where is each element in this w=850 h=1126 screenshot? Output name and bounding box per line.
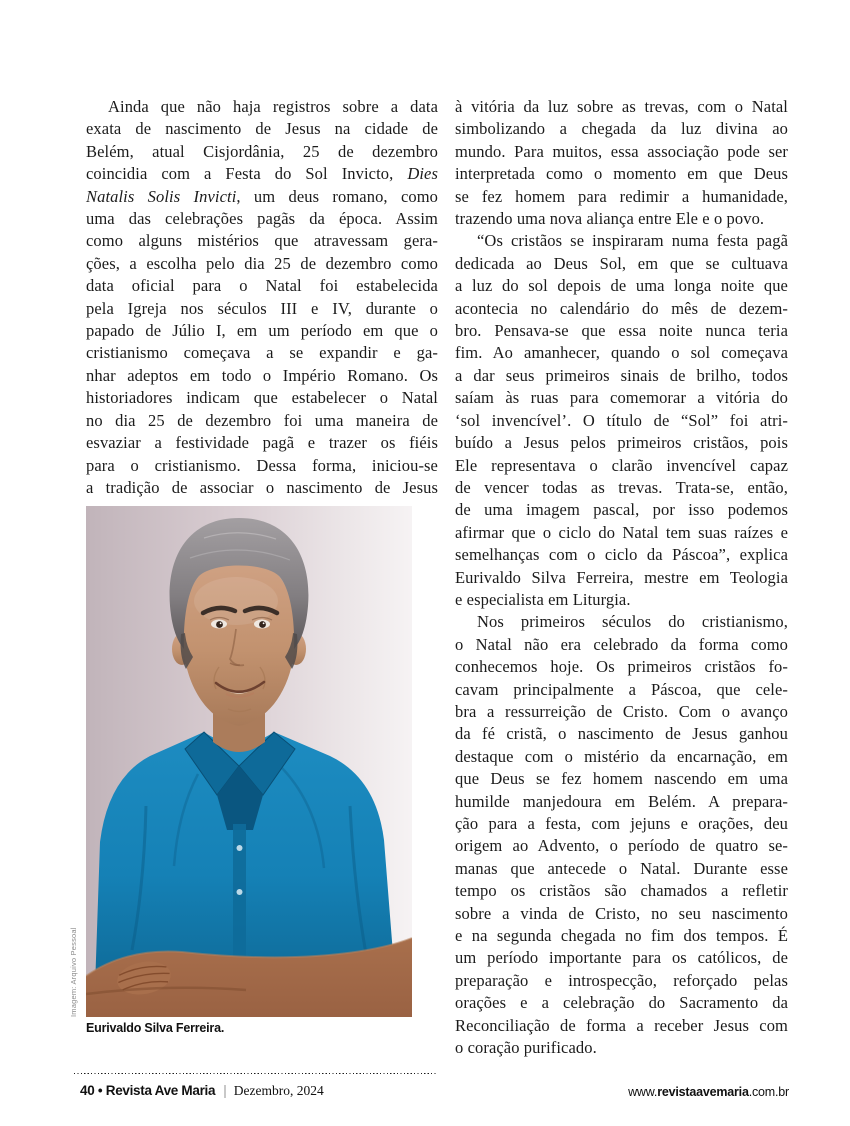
text-line: a luz do sol depois de uma longa noite que [455,276,788,296]
footer-dotted-rule [74,1073,437,1074]
text-line: de vencer todas as trevas. Trata-se, então, [455,477,788,497]
text-line: de uma imagem pascal, por isso podemos [455,500,788,520]
text-line: “Os cristãos se inspiraram numa festa pagã [477,231,788,251]
text-line: nhar adeptos em todo o Império Romano. Os [86,365,438,385]
text-line: destaque com o mistério da encarnação, em [455,746,788,766]
text-line: Belém, atual Cisjordânia, 25 de dezembro [86,141,438,161]
text-line: afirmar que o ciclo do Natal tem suas raízes e [455,522,788,542]
text-line: ções, a escolha pelo dia 25 de dezembro como [86,253,438,273]
text-line: preparação e introspecção, reforçado pelas [455,970,788,990]
text-line: Reconciliação de forma a receber Jesus com [455,1015,788,1035]
text-line: exata de nascimento de Jesus na cidade de [86,119,438,139]
page-number-and-magazine-name: 40 • Revista Ave Maria [80,1083,216,1098]
text-line: interpretada como o momento em que Deus [455,164,788,184]
issue-date: Dezembro, 2024 [233,1083,324,1098]
text-line: no dia 25 de dezembro foi uma maneira de [86,410,438,430]
shirt-button [237,845,243,851]
text-line: Eurivaldo Silva Ferreira, mestre em Teologia [455,567,788,587]
text-line: sobre a vinda de Cristo, no seu nascimento [455,903,788,923]
text-line: bra a ressurreição de Cristo. Com o avanço [455,701,788,721]
footer-left [80,1083,324,1099]
text-line: origem ao Advento, o período de quatro se- [455,836,788,856]
shirt-button [237,889,243,895]
website-url [628,1085,789,1099]
photo-caption: Eurivaldo Silva Ferreira. [86,1021,225,1035]
text-line: conhecemos hoje. Os primeiros cristãos fo- [455,657,788,677]
column-right [455,96,788,1059]
text-line: da fé cristã, o nascimento de Jesus ganhou [455,724,788,744]
text-line: Ele representava o clarão invencível capaz [455,455,788,475]
text-line: pela Igreja nos séculos III e IV, durante o [86,298,438,318]
text-line: saíam às ruas para comemorar a vitória do [455,388,788,408]
text-line: para o cristianismo. Dessa forma, iniciou-se [86,455,438,475]
text-line: trazendo uma nova aliança entre Ele e o povo. [455,209,765,229]
text-line: orações e a celebração do Sacramento da [455,993,788,1013]
text-line: e na segunda chegada no fim dos tempos. É [455,926,788,946]
portrait-illustration [86,506,412,1017]
photo-credit: Imagem: Arquivo Pessoal [69,927,78,1017]
website-prefix: www. [628,1085,658,1099]
text-line: coincidia com a Festa do Sol Invicto, Dies [86,164,438,184]
text-line: à vitória da luz sobre as trevas, com o Natal [455,97,788,116]
website-domain: revistaavemaria [657,1085,749,1099]
text-line: ‘sol invencível’. O título de “Sol” foi atri- [455,410,788,430]
text-line: cristianismo começava a se expandir e ga- [86,343,438,363]
text-line: bro. Pensava-se que essa noite nunca teria [455,321,788,341]
text-line: tempo os cristãos são chamados a refletir [455,881,788,901]
text-line: a tradição de associar o nascimento de Jesus [86,477,438,497]
text-line: simbolizando a chegada da luz divina ao [455,119,788,139]
text-line: um período importante para os católicos, de [455,948,788,968]
text-line: ção para a festa, com jejuns e orações, deu [455,814,788,833]
text-line: fim. Ao amanhecer, quando o sol começava [455,343,788,363]
text-line: uma das celebrações pagãs da época. Assim [86,209,438,229]
text-line: papado de Júlio I, em um período em que o [86,321,438,341]
text-line: a dar seus primeiros sinais de brilho, todos [455,365,788,385]
text-line: historiadores indicam que estabelecer o Natal [86,388,438,408]
text-line: como alguns mistérios que atravessam gera- [86,231,438,251]
text-line: manas que antecede o Natal. Durante esse [455,858,788,878]
column-left [86,96,438,499]
portrait-photo [86,506,412,1017]
text-line: mundo. Para muitos, essa associação pode ser [455,141,788,161]
text-line: que Deus se fez homem nascendo em uma [455,769,788,789]
website-suffix: .com.br [748,1085,789,1099]
text-line: acontecia no calendário do mês de dezem- [455,298,788,318]
text-line: Ainda que não haja registros sobre a data [108,97,438,116]
footer-separator: | [223,1083,227,1098]
text-line: se fez homem para redimir a humanidade, [455,186,788,206]
text-line: cavam principalmente a Páscoa, que cele- [455,679,788,699]
text-line: data oficial para o Natal foi estabelecida [86,276,438,296]
text-line: e especialista em Liturgia. [455,589,631,609]
text-line: esvaziar a festividade pagã e trazer os fiéis [86,433,438,453]
text-line: humilde manjedoura em Belém. A prepara- [455,791,788,811]
text-line: Nos primeiros séculos do cristianismo, [477,612,788,632]
text-line: o coração purificado. [455,1038,597,1058]
text-line: dedicada ao Deus Sol, em que se cultuava [455,253,788,273]
text-line: Natalis Solis Invicti, um deus romano, como [86,186,439,206]
text-line: buído a Jesus pelos primeiros cristãos, pois [455,433,788,453]
text-line: semelhanças com o ciclo da Páscoa”, explica [455,545,788,565]
text-line: o Natal não era celebrado da forma como [455,634,788,654]
